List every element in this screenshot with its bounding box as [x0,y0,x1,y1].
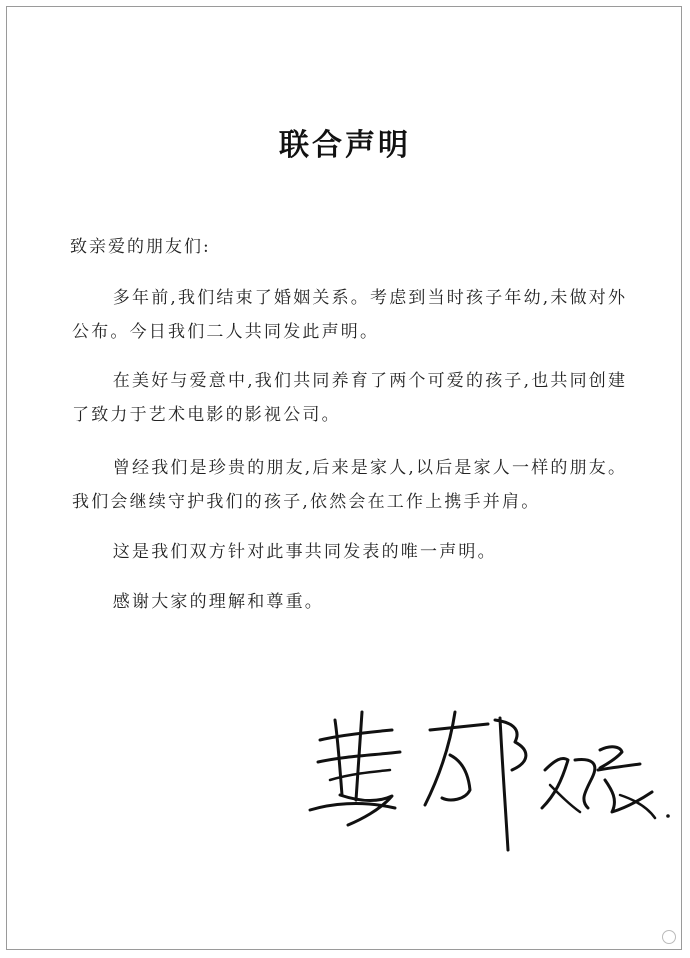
watermark [662,930,676,944]
paragraph-2: 在美好与爱意中,我们共同养育了两个可爱的孩子,也共同创建了致力于艺术电影的影视公司。 [72,371,628,425]
paragraph-5: 感谢大家的理解和尊重。 [112,592,324,612]
weibo-logo-icon [662,930,676,944]
salutation: 致亲爱的朋友们: [70,237,211,257]
paragraph-1: 多年前,我们结束了婚姻关系。考虑到当时孩子年幼,未做对外公布。今日我们二人共同发此声明。 [72,288,628,342]
handwritten-signature [300,700,680,870]
paragraph-4: 这是我们双方针对此事共同发表的唯一声明。 [112,542,497,562]
paragraph-3: 曾经我们是珍贵的朋友,后来是家人,以后是家人一样的朋友。我们会继续守护我们的孩子,依然会在工作上携手并肩。 [72,458,628,512]
page-title: 联合声明 [279,128,411,163]
